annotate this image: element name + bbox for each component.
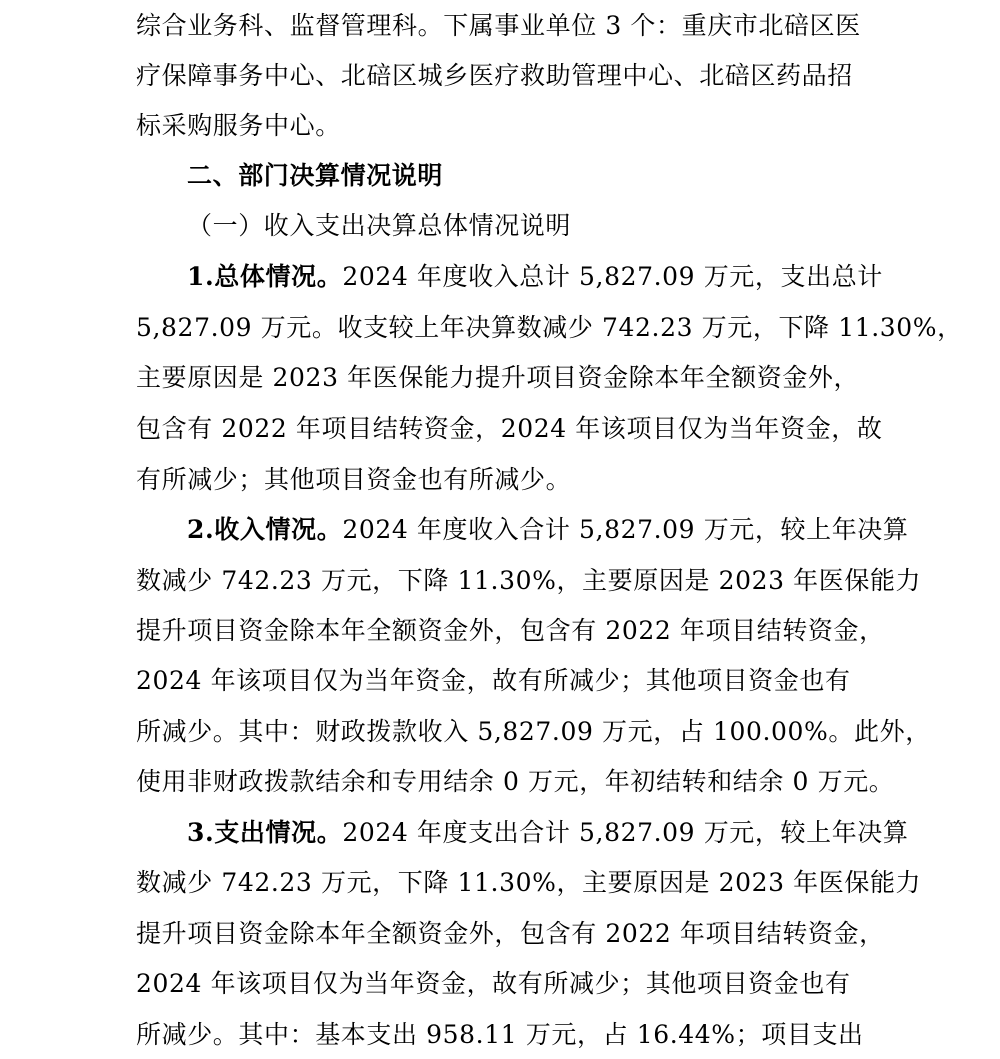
p1-line-5: 有所减少；其他项目资金也有所减少。 — [136, 465, 572, 494]
p1-line-4: 包含有 2022 年项目结转资金，2024 年该项目仅为当年资金，故 — [136, 414, 883, 443]
p3-line-5: 所减少。其中：基本支出 958.11 万元，占 16.44%；项目支出 — [136, 1020, 864, 1049]
p2-line-3: 提升项目资金除本年全额资金外，包含有 2022 年项目结转资金， — [136, 616, 885, 645]
subsection-heading: （一）收入支出决算总体情况说明 — [187, 211, 572, 240]
p3-line1-text: 2024 年度支出合计 5,827.09 万元，较上年决算 — [342, 818, 909, 847]
p3-first-line — [187, 816, 909, 850]
p1-first-line — [187, 260, 883, 294]
p2-line-2: 数减少 742.23 万元，下降 11.30%，主要原因是 2023 年医保能力 — [136, 566, 922, 595]
p3-line-4: 2024 年该项目仅为当年资金，故有所减少；其他项目资金也有 — [136, 969, 851, 998]
p2-label: 2.收入情况。 — [187, 515, 343, 544]
p2-line-6: 使用非财政拨款结余和专用结余 0 万元，年初结转和结余 0 万元。 — [136, 767, 895, 796]
p1-line-3: 主要原因是 2023 年医保能力提升项目资金除本年全额资金外， — [136, 363, 860, 392]
p2-line-4: 2024 年该项目仅为当年资金，故有所减少；其他项目资金也有 — [136, 666, 851, 695]
p2-first-line — [187, 513, 909, 547]
p1-line-2: 5,827.09 万元。收支较上年决算数减少 742.23 万元，下降 11.30%， — [136, 313, 963, 342]
intro-line-1: 综合业务科、监督管理科。下属事业单位 3 个：重庆市北碚区医 — [136, 11, 861, 40]
p3-label: 3.支出情况。 — [187, 818, 343, 847]
intro-line-2: 疗保障事务中心、北碚区城乡医疗救助管理中心、北碚区药品招 — [136, 61, 853, 90]
p2-line-5: 所减少。其中：财政拨款收入 5,827.09 万元，占 100.00%。此外， — [136, 717, 931, 746]
p1-line1-text: 2024 年度收入总计 5,827.09 万元，支出总计 — [342, 262, 883, 291]
section-heading: 二、部门决算情况说明 — [187, 161, 444, 190]
p1-label: 1.总体情况。 — [187, 262, 343, 291]
p3-line-2: 数减少 742.23 万元，下降 11.30%，主要原因是 2023 年医保能力 — [136, 868, 922, 897]
p3-line-3: 提升项目资金除本年全额资金外，包含有 2022 年项目结转资金， — [136, 919, 885, 948]
p2-line1-text: 2024 年度收入合计 5,827.09 万元，较上年决算 — [342, 515, 909, 544]
intro-line-3: 标采购服务中心。 — [136, 111, 341, 140]
